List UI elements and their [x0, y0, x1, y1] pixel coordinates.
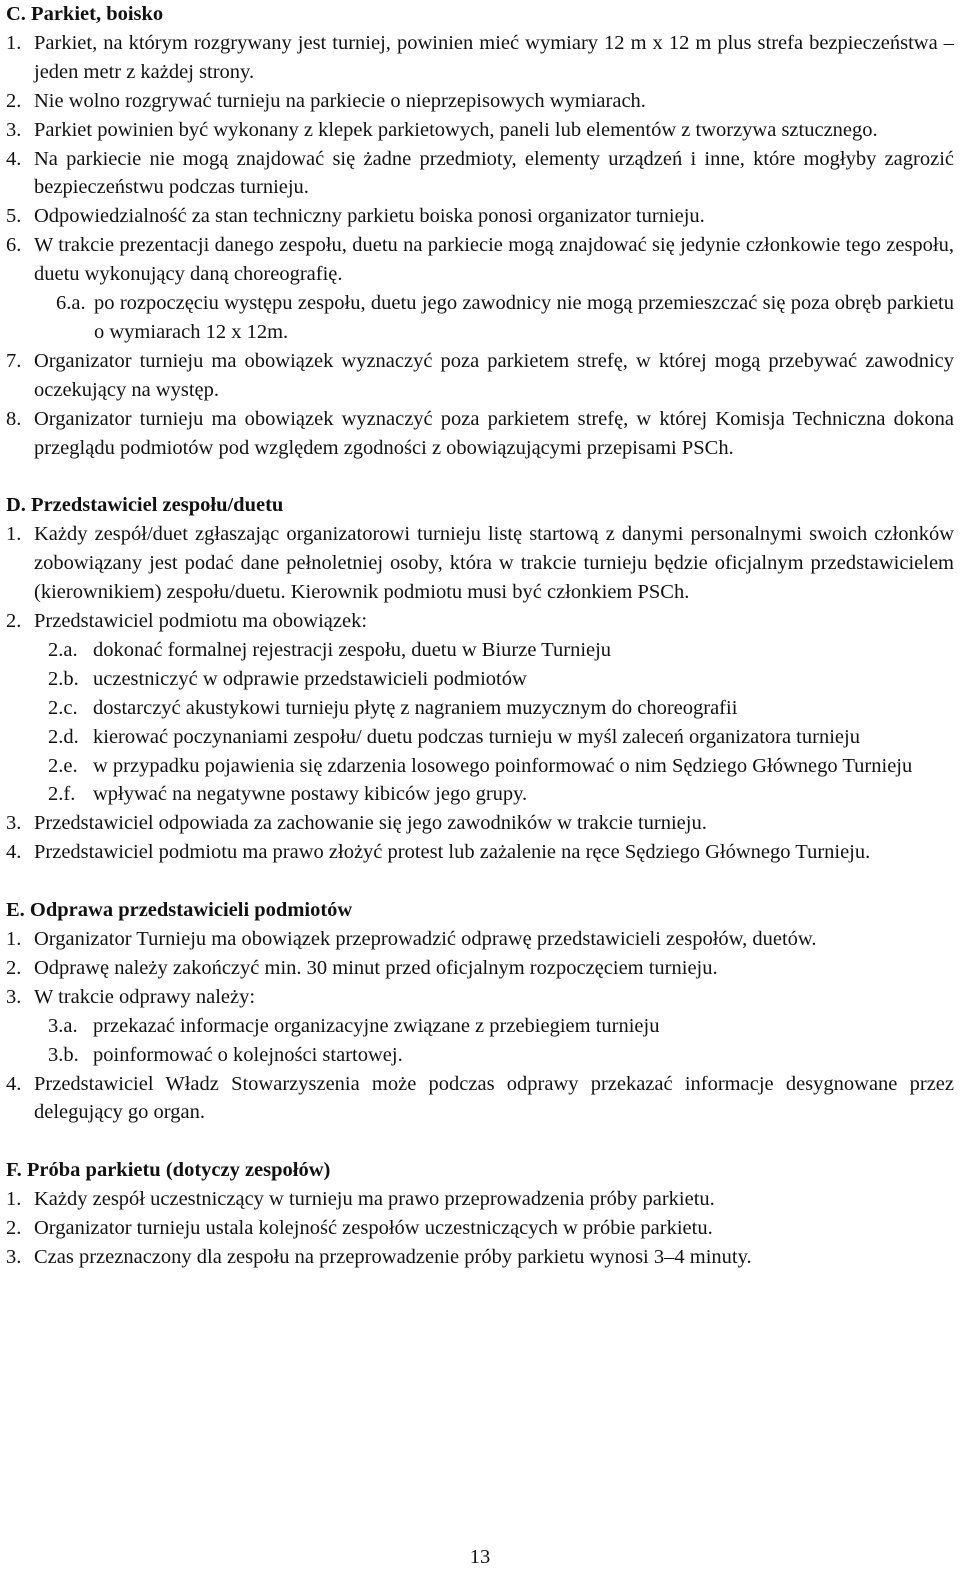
- item-text: Organizator turnieju ustala kolejność zespołów uczestniczących w próbie parkietu.: [34, 1217, 713, 1240]
- item-number: 5.: [6, 205, 22, 228]
- item-number: 4.: [6, 841, 22, 864]
- item-number: 1.: [6, 523, 22, 546]
- item-number: 2.: [6, 1217, 22, 1240]
- list-item: [6, 1070, 954, 1128]
- sub-list-item: [6, 289, 954, 347]
- sub-item-text: wpływać na negatywne postawy kibiców jego grupy.: [93, 783, 528, 806]
- item-number: 2.: [6, 89, 22, 112]
- sub-item-text: kierować poczynaniami zespołu/ duetu podczas turnieju w myśl zaleceń organizatora turnieju: [93, 725, 860, 748]
- list-item: [6, 347, 954, 405]
- list-item: [6, 954, 954, 983]
- list-item: [6, 1243, 954, 1272]
- item-number: 2.: [6, 610, 22, 633]
- section-heading: C. Parkiet, boisko: [6, 3, 164, 25]
- item-text: Przedstawiciel Władz Stowarzyszenia może podczas odprawy przekazać informacje desygnowane przez delegujący go organ.: [34, 1072, 954, 1124]
- list-item: [6, 87, 954, 116]
- item-number: 1.: [6, 1188, 22, 1211]
- item-number: 7.: [6, 349, 22, 372]
- sub-item-number: 3.a.: [48, 1014, 78, 1037]
- sub-item-text: poinformować o kolejności startowej.: [93, 1043, 403, 1066]
- item-text: W trakcie odprawy należy:: [34, 985, 256, 1008]
- sub-item-text: dostarczyć akustykowi turnieju płytę z nagraniem muzycznym do choreografii: [93, 696, 738, 719]
- list-item: [6, 520, 954, 607]
- item-number: 1.: [6, 927, 22, 950]
- list-item: [6, 231, 954, 289]
- item-text: Parkiet powinien być wykonany z klepek parkietowych, paneli lub elementów z tworzywa sztucznego.: [34, 118, 878, 141]
- list-item: [6, 607, 954, 636]
- list-item: [6, 29, 954, 87]
- document-page: [6, 0, 954, 1301]
- item-text: Czas przeznaczony dla zespołu na przeprowadzenie próby parkietu wynosi 3–4 minuty.: [34, 1245, 752, 1268]
- list-item: [6, 809, 954, 838]
- page-number: 13: [469, 1546, 491, 1568]
- item-number: 8.: [6, 407, 22, 430]
- item-number: 3.: [6, 812, 22, 835]
- item-number: 6.: [6, 234, 22, 257]
- item-text: Organizator turnieju ma obowiązek wyznaczyć poza parkietem strefę, w której mogą przebywać zawodnicy oczekujący na występ.: [34, 349, 954, 401]
- item-number: 3.: [6, 985, 22, 1008]
- document-section: [6, 1156, 954, 1272]
- list-item: [6, 1214, 954, 1243]
- item-number: 4.: [6, 1072, 22, 1095]
- item-text: Organizator Turnieju ma obowiązek przeprowadzić odprawę przedstawicieli zespołów, duetów.: [34, 927, 817, 950]
- item-text: Odpowiedzialność za stan techniczny parkietu boiska ponosi organizator turnieju.: [34, 205, 705, 228]
- item-text: Na parkiecie nie mogą znajdować się żadne przedmioty, elementy urządzeń i inne, które mogłyby zagrozić bezpieczeństwu podczas turnieju.: [34, 147, 954, 199]
- sub-item-number: 2.f.: [48, 783, 76, 806]
- sub-list-item: [6, 1012, 954, 1041]
- sub-item-text: w przypadku pojawienia się zdarzenia losowego poinformować o nim Sędziego Głównego Turnieju: [93, 754, 913, 777]
- item-text: Odprawę należy zakończyć min. 30 minut przed oficjalnym rozpoczęciem turnieju.: [34, 956, 718, 979]
- item-text: Przedstawiciel odpowiada za zachowanie się jego zawodników w trakcie turnieju.: [34, 812, 707, 835]
- list-item: [6, 1185, 954, 1214]
- item-text: Każdy zespół uczestniczący w turnieju ma prawo przeprowadzenia próby parkietu.: [34, 1188, 715, 1211]
- sub-item-number: 2.d.: [48, 725, 79, 748]
- sub-list-item: [6, 752, 954, 781]
- sub-item-text: przekazać informacje organizacyjne związane z przebiegiem turnieju: [93, 1014, 660, 1037]
- list-item: [6, 145, 954, 203]
- sub-item-number: 2.c.: [48, 696, 78, 719]
- sub-item-text: uczestniczyć w odprawie przedstawicieli podmiotów: [93, 667, 527, 690]
- sub-list-item: [6, 780, 954, 809]
- list-item: [6, 202, 954, 231]
- sub-item-number: 3.b.: [48, 1043, 79, 1066]
- item-number: 1.: [6, 31, 22, 54]
- section-heading: F. Próba parkietu (dotyczy zespołów): [6, 1159, 331, 1182]
- item-text: Przedstawiciel podmiotu ma obowiązek:: [34, 610, 368, 633]
- section-heading: E. Odprawa przedstawicieli podmiotów: [6, 899, 353, 922]
- item-text: Każdy zespół/duet zgłaszając organizatorowi turnieju listę startową z danymi personalnymi swoich członków zobowiązany jest podać dane pełnoletniej osoby, która w trakcie turnieju będzie oficjalnym przedstawicielem (kierownikiem) zespołu/duetu. Kierownik podmiotu musi być członkiem PSCh.: [34, 523, 954, 604]
- sub-list-item: [6, 723, 954, 752]
- item-number: 4.: [6, 147, 22, 170]
- sub-item-text: po rozpoczęciu występu zespołu, duetu jego zawodnicy nie mogą przemieszczać się poza obręb parkietu o wymiarach 12 x 12m.: [94, 292, 954, 343]
- sub-item-text: dokonać formalnej rejestracji zespołu, duetu w Biurze Turnieju: [93, 638, 612, 661]
- sub-item-number: 2.e.: [48, 754, 78, 777]
- sub-item-number: 6.a.: [56, 292, 86, 315]
- document-section: [6, 896, 954, 1127]
- list-item: [6, 405, 954, 463]
- document-section: [6, 491, 954, 867]
- sub-item-number: 2.b.: [48, 667, 79, 690]
- item-text: Organizator turnieju ma obowiązek wyznaczyć poza parkietem strefę, w której Komisja Techniczna dokona przeglądu podmiotów pod względem zgodności z obowiązującymi przepisami PSCh.: [34, 407, 954, 459]
- document-section: [6, 0, 954, 463]
- list-item: [6, 838, 954, 867]
- item-number: 3.: [6, 1245, 22, 1268]
- sub-list-item: [6, 1041, 954, 1070]
- sub-list-item: [6, 665, 954, 694]
- item-text: Parkiet, na którym rozgrywany jest turniej, powinien mieć wymiary 12 m x 12 m plus strefa bezpieczeństwa – jeden metr z każdej strony.: [34, 31, 954, 83]
- item-number: 3.: [6, 118, 22, 141]
- item-text: W trakcie prezentacji danego zespołu, duetu na parkiecie mogą znajdować się jedynie członkowie tego zespołu, duetu wykonujący daną choreografię.: [34, 234, 954, 286]
- item-number: 2.: [6, 956, 22, 979]
- section-heading: D. Przedstawiciel zespołu/duetu: [6, 494, 284, 517]
- sub-list-item: [6, 694, 954, 723]
- list-item: [6, 983, 954, 1012]
- list-item: [6, 116, 954, 145]
- sub-item-number: 2.a.: [48, 638, 78, 661]
- item-text: Nie wolno rozgrywać turnieju na parkiecie o nieprzepisowych wymiarach.: [34, 89, 646, 112]
- item-text: Przedstawiciel podmiotu ma prawo złożyć protest lub zażalenie na ręce Sędziego Głównego Turnieju.: [34, 841, 871, 864]
- list-item: [6, 925, 954, 954]
- sub-list-item: [6, 636, 954, 665]
